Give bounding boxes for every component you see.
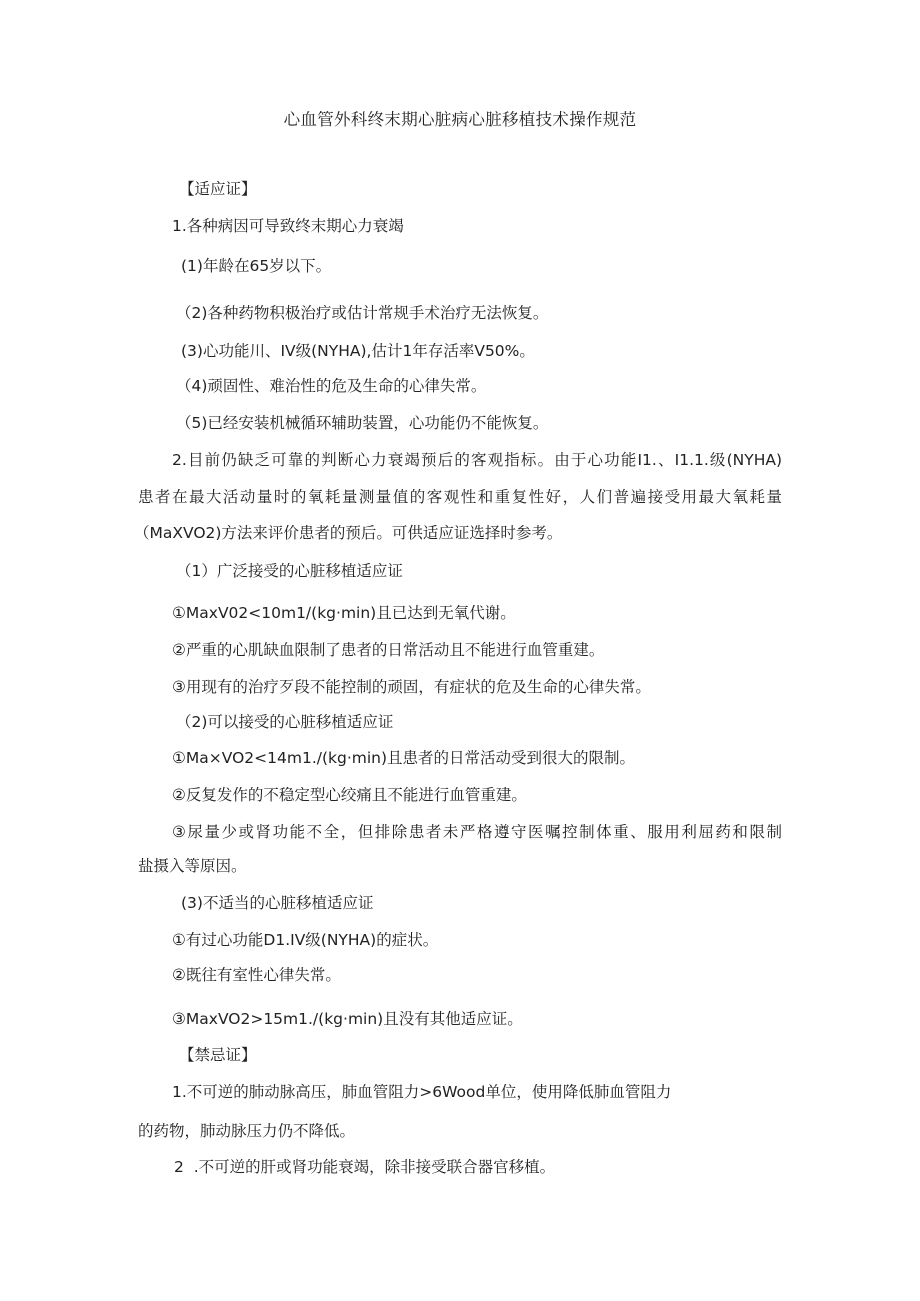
inappropriate-indications-heading: (3)不适当的心脏移植适应证 — [181, 894, 374, 912]
acceptable-item-1: ①Ma×VO2<14m1./(kg·min)且患者的日常活动受到很大的限制。 — [172, 749, 636, 767]
contraindication-item-2: 2 .不可逆的肝或肾功能衰竭，除非接受联合器官移植。 — [174, 1158, 556, 1176]
indication-sub-4: （4)顽固性、难治性的危及生命的心律失常。 — [176, 377, 487, 395]
indications-heading: 【适应证】 — [179, 180, 257, 198]
acceptable-item-3-line-1: ③尿量少或肾功能不全，但排除患者未严格遵守医嘱控制体重、服用利屈药和限制 — [172, 823, 782, 841]
indication-item-2-line-1: 2.目前仍缺乏可靠的判断心力衰竭预后的客观指标。由于心功能I1.、I1.1.级(NYHA) — [172, 451, 782, 469]
indication-sub-1: (1)年龄在65岁以下。 — [181, 257, 332, 275]
inappropriate-item-3: ③MaxVO2>15m1./(kg·min)且没有其他适应证。 — [172, 1010, 523, 1028]
indication-item-1: 1.各种病因可导致终末期心力衰竭 — [172, 217, 404, 235]
indication-sub-5: （5)已经安装机械循环辅助装置，心功能仍不能恢复。 — [176, 414, 549, 432]
inappropriate-item-1: ①有过心功能D1.IV级(NYHA)的症状。 — [172, 931, 439, 949]
contraindication-item-1-line-1: 1.不可逆的肺动脉高压，肺血管阻力>6Wood单位，使用降低肺血管阻力 — [172, 1083, 672, 1101]
broad-item-3: ③用现有的治疗歹段不能控制的顽固，有症状的危及生命的心律失常。 — [172, 678, 651, 696]
acceptable-item-2: ②反复发作的不稳定型心绞痛且不能进行血管重建。 — [172, 786, 527, 804]
acceptable-indications-heading: （2)可以接受的心脏移植适应证 — [176, 713, 394, 731]
acceptable-item-3-line-2: 盐摄入等原因。 — [138, 857, 247, 875]
contraindications-heading: 【禁忌证】 — [179, 1046, 257, 1064]
broad-item-2: ②严重的心肌缺血限制了患者的日常活动且不能进行血管重建。 — [172, 641, 605, 659]
indication-sub-3: (3)心功能川、IV级(NYHA),估计1年存活率V50%。 — [181, 342, 535, 360]
page-title: 心血管外科终末期心脏病心脏移植技术操作规范 — [283, 110, 637, 129]
contraindication-item-1-line-2: 的药物，肺动脉压力仍不降低。 — [138, 1122, 356, 1140]
broad-item-1: ①MaxV02<10m1∕(kg·min)且已达到无氧代谢。 — [172, 604, 516, 622]
indication-sub-2: （2)各种药物积极治疗或估计常规手术治疗无法恢复。 — [176, 304, 549, 322]
broad-indications-heading: （1）广泛接受的心脏移植适应证 — [176, 562, 403, 580]
indication-item-2-line-3: （MaXVO2)方法来评价患者的预后。可供适应证选择时参考。 — [134, 524, 563, 542]
indication-item-2-line-2: 患者在最大活动量时的氧耗量测量值的客观性和重复性好，人们普遍接受用最大氧耗量 — [138, 488, 782, 506]
inappropriate-item-2: ②既往有室性心律失常。 — [172, 966, 341, 984]
